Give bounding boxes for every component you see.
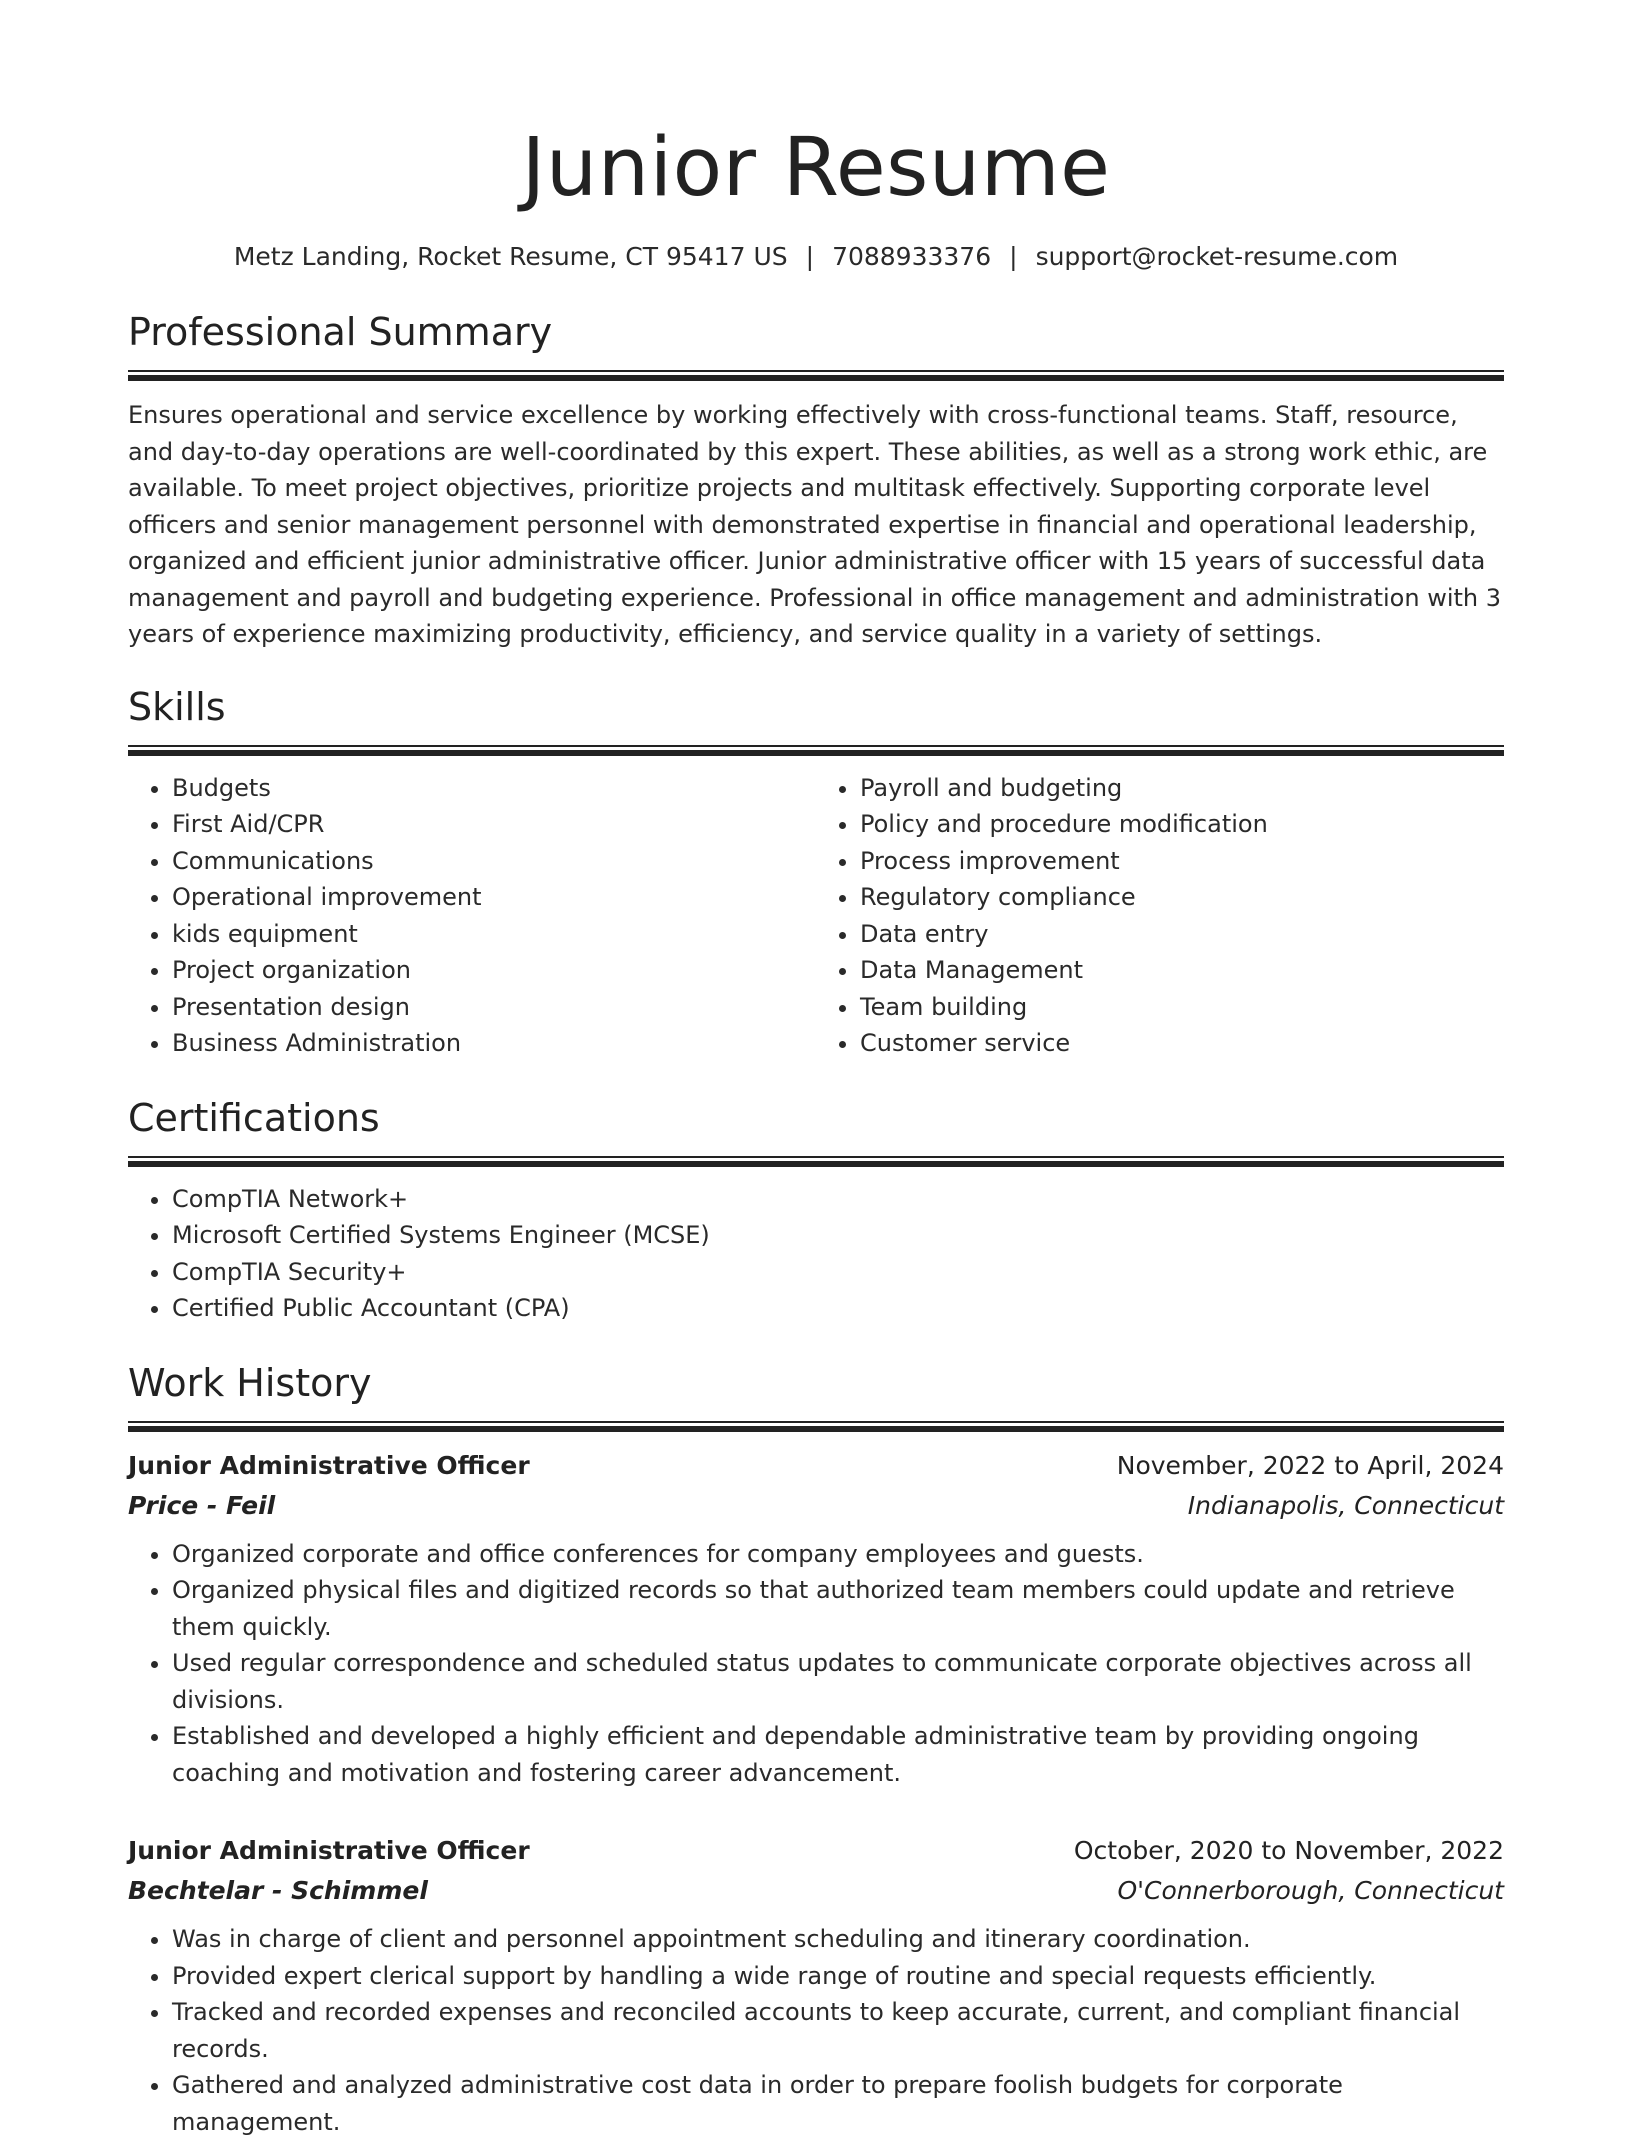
job-location: O'Connerborough, Connecticut bbox=[1117, 1871, 1504, 1911]
skill-item: • Data entry bbox=[860, 916, 1504, 953]
job-company: Price - Feil bbox=[128, 1486, 275, 1526]
job-duty-item: • Provided expert clerical support by handling a wide range of routine and special requests efficiently. bbox=[172, 1958, 1504, 1995]
skills-list-left bbox=[128, 770, 816, 1062]
certification-item: • CompTIA Network+ bbox=[172, 1181, 1504, 1218]
work-history-heading: Work History bbox=[128, 1359, 1504, 1407]
job-dates: November, 2022 to April, 2024 bbox=[1117, 1446, 1504, 1486]
job-duties-list bbox=[128, 1536, 1504, 1792]
skill-item: • Data Management bbox=[860, 952, 1504, 989]
skill-item: • Budgets bbox=[172, 770, 816, 807]
certifications-heading: Certifications bbox=[128, 1094, 1504, 1142]
job-duties-list bbox=[128, 1921, 1504, 2140]
job-dates: October, 2020 to November, 2022 bbox=[1074, 1831, 1504, 1871]
resume-name: Junior Resume bbox=[128, 0, 1504, 218]
section-divider bbox=[128, 745, 1504, 756]
skill-item: • Presentation design bbox=[172, 989, 816, 1026]
section-divider bbox=[128, 370, 1504, 381]
summary-section bbox=[128, 308, 1504, 653]
section-divider bbox=[128, 1421, 1504, 1432]
skills-list-right bbox=[816, 770, 1504, 1062]
contact-line bbox=[128, 240, 1504, 274]
certification-item: • Certified Public Accountant (CPA) bbox=[172, 1290, 1504, 1327]
job-entry bbox=[128, 1446, 1504, 1792]
contact-phone: 7088933376 bbox=[832, 242, 991, 271]
contact-separator: | bbox=[1009, 240, 1017, 274]
skill-item: • Customer service bbox=[860, 1025, 1504, 1062]
job-header-row bbox=[128, 1446, 1504, 1486]
summary-text: Ensures operational and service excellence by working effectively with cross-functional teams. Staff, resource, and day-to-day operations are well-coordinated by this expert. These abilities, as well as a strong work ethic, are available. To meet project objectives, prioritize projects and multitask effectively. Supporting corporate level officers and senior management personnel with demonstrated expertise in financial and operational leadership, organized and efficient junior administrative officer. Junior administrative officer with 15 years of successful data management and payroll and budgeting experience. Professional in office management and administration with 3 years of experience maximizing productivity, efficiency, and service quality in a variety of settings. bbox=[128, 397, 1504, 653]
skill-item: • Communications bbox=[172, 843, 816, 880]
skill-item: • First Aid/CPR bbox=[172, 806, 816, 843]
job-duty-item: • Organized corporate and office conferences for company employees and guests. bbox=[172, 1536, 1504, 1573]
skills-heading: Skills bbox=[128, 683, 1504, 731]
job-duty-item: • Established and developed a highly efficient and dependable administrative team by providing ongoing coaching and motivation and fostering career advancement. bbox=[172, 1718, 1504, 1791]
skill-item: • Payroll and budgeting bbox=[860, 770, 1504, 807]
job-duty-item: • Organized physical files and digitized records so that authorized team members could update and retrieve them quickly. bbox=[172, 1572, 1504, 1645]
skills-section bbox=[128, 683, 1504, 1062]
certifications-list bbox=[128, 1181, 1504, 1327]
job-duty-item: • Tracked and recorded expenses and reconciled accounts to keep accurate, current, and compliant financial records. bbox=[172, 1994, 1504, 2067]
skill-item: • Business Administration bbox=[172, 1025, 816, 1062]
job-company-row bbox=[128, 1871, 1504, 1911]
certification-item: • Microsoft Certified Systems Engineer (MCSE) bbox=[172, 1217, 1504, 1254]
section-divider bbox=[128, 1156, 1504, 1167]
summary-heading: Professional Summary bbox=[128, 308, 1504, 356]
job-location: Indianapolis, Connecticut bbox=[1188, 1486, 1504, 1526]
certification-item: • CompTIA Security+ bbox=[172, 1254, 1504, 1291]
job-duty-item: • Gathered and analyzed administrative cost data in order to prepare foolish budgets for corporate management. bbox=[172, 2067, 1504, 2140]
skill-item: • Team building bbox=[860, 989, 1504, 1026]
job-company: Bechtelar - Schimmel bbox=[128, 1871, 428, 1911]
job-duty-item: • Used regular correspondence and scheduled status updates to communicate corporate objectives across all divisions. bbox=[172, 1645, 1504, 1718]
contact-separator: | bbox=[806, 240, 814, 274]
skill-item: • Process improvement bbox=[860, 843, 1504, 880]
skills-grid bbox=[128, 770, 1504, 1062]
skill-item: • Operational improvement bbox=[172, 879, 816, 916]
job-title: Junior Administrative Officer bbox=[128, 1831, 530, 1871]
skill-item: • Policy and procedure modification bbox=[860, 806, 1504, 843]
work-history-section bbox=[128, 1359, 1504, 2140]
job-title: Junior Administrative Officer bbox=[128, 1446, 530, 1486]
contact-address: Metz Landing, Rocket Resume, CT 95417 US bbox=[234, 242, 788, 271]
job-duty-item: • Was in charge of client and personnel appointment scheduling and itinerary coordination. bbox=[172, 1921, 1504, 1958]
contact-email: support@rocket-resume.com bbox=[1036, 242, 1399, 271]
certifications-section bbox=[128, 1094, 1504, 1327]
skill-item: • kids equipment bbox=[172, 916, 816, 953]
job-entry bbox=[128, 1831, 1504, 2140]
skill-item: • Project organization bbox=[172, 952, 816, 989]
job-company-row bbox=[128, 1486, 1504, 1526]
skill-item: • Regulatory compliance bbox=[860, 879, 1504, 916]
job-header-row bbox=[128, 1831, 1504, 1871]
